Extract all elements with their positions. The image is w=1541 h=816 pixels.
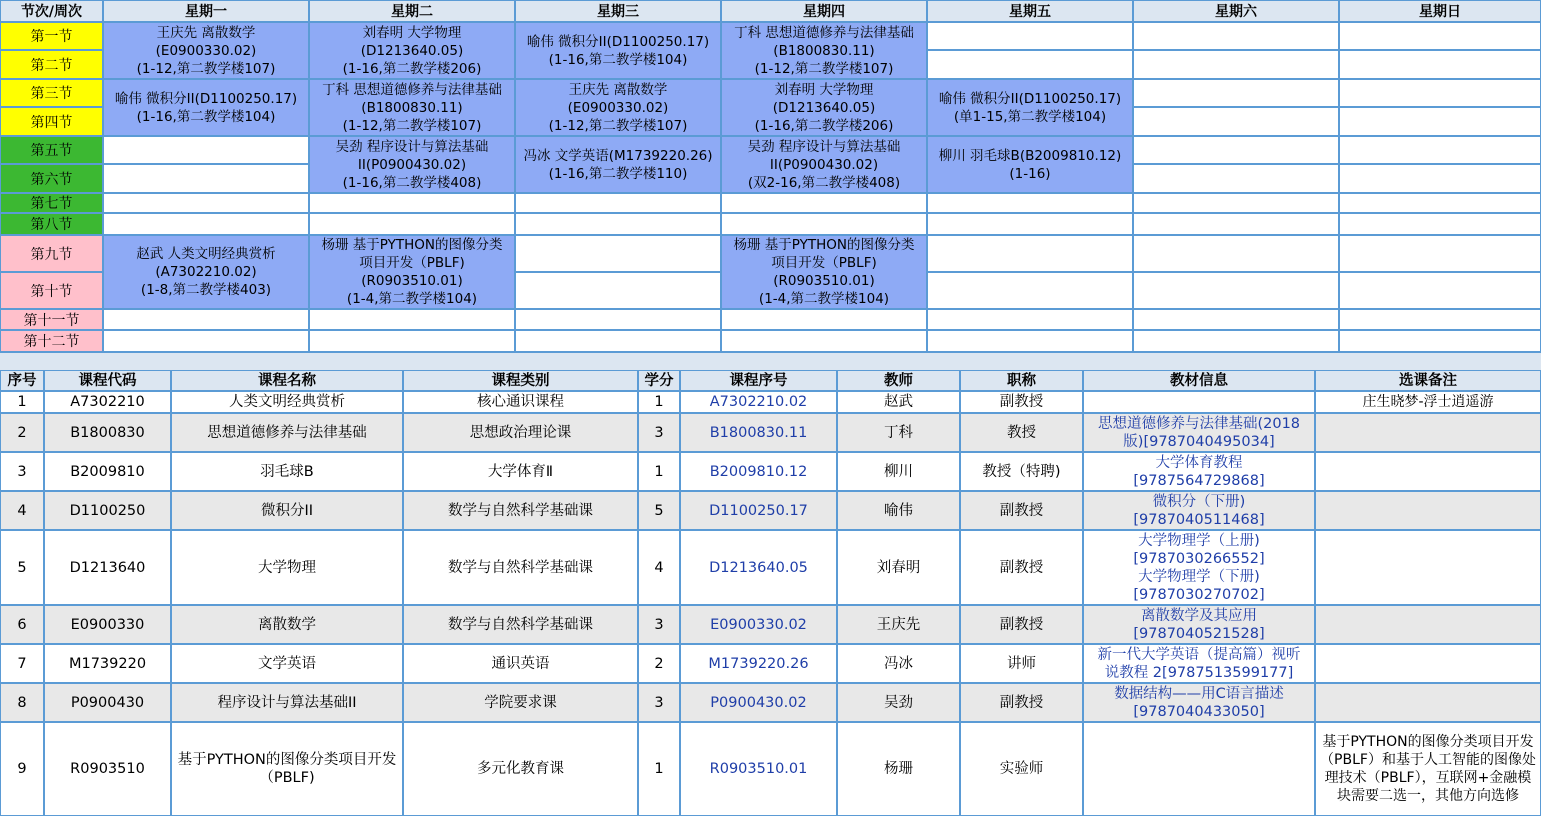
cell-category: 大学体育Ⅱ [403,452,638,491]
course-block-line: (1-16,第二教学楼206) [342,60,482,77]
empty-slot [1339,107,1541,136]
cell-teacher: 王庆先 [837,605,960,644]
cell-teacher: 赵武 [837,391,960,413]
course-block[interactable] [103,22,309,79]
course-block-line: 杨珊 基于PYTHON的图像分类 [733,237,915,253]
empty-slot [927,309,1133,330]
course-block-line: (1-4,第二教学楼104) [346,291,478,307]
cell-category: 多元化教育课 [403,722,638,816]
textbook-cell [1083,605,1315,644]
course-block-line: 冯冰 文学英语(M1739220.26) [523,147,713,164]
cell-credit: 3 [638,683,680,722]
cell-name: 羽毛球B [171,452,403,491]
period-label: 第八节 [0,213,103,235]
cell-code: A7302210 [44,391,171,413]
course-block-line: (1-16,第二教学楼104) [548,51,688,68]
empty-slot [1339,235,1541,272]
course-block[interactable] [309,79,515,136]
course-block[interactable] [721,79,927,136]
textbook-line[interactable]: [9787030266552] [1133,550,1265,567]
cell-category: 思想政治理论课 [403,413,638,452]
cell-name: 基于PYTHON的图像分类项目开发（PBLF) [171,722,403,816]
cell-title: 副教授 [960,683,1083,722]
course-block[interactable] [515,79,721,136]
cell-code: P0900430 [44,683,171,722]
textbook-line[interactable]: 离散数学及其应用 [1141,607,1257,624]
course-block-line: (1-12,第二教学楼107) [342,117,482,134]
empty-slot [1133,79,1339,107]
cell-teacher: 喻伟 [837,491,960,530]
textbook-line[interactable]: [9787030270702] [1133,586,1265,603]
course-block-line: (E0900330.02) [155,42,257,59]
course-block-line: (R0903510.01) [773,273,875,289]
empty-slot [1133,50,1339,79]
textbook-line[interactable]: 微积分（下册) [1152,493,1246,510]
empty-slot [515,309,721,330]
empty-slot [927,213,1133,235]
empty-slot [1133,193,1339,213]
course-block-line: (B1800830.11) [773,42,875,59]
day-header: 星期五 [927,0,1133,22]
course-block-line: 项目开发（PBLF) [771,255,877,271]
cell-seq[interactable]: E0900330.02 [680,605,837,644]
cell-name: 文学英语 [171,644,403,683]
empty-slot [1339,136,1541,164]
cell-no: 9 [0,722,44,816]
cell-seq[interactable]: M1739220.26 [680,644,837,683]
empty-slot [927,330,1133,352]
column-header: 选课备注 [1315,370,1541,391]
empty-slot [927,50,1133,79]
cell-teacher: 刘春明 [837,530,960,605]
textbook-cell [1083,391,1315,413]
empty-slot [515,272,721,309]
day-header: 星期六 [1133,0,1339,22]
textbook-line[interactable]: [9787040521528] [1133,625,1265,642]
period-label: 第六节 [0,164,103,193]
period-label: 第十二节 [0,330,103,352]
cell-category: 数学与自然科学基础课 [403,605,638,644]
column-header: 课程名称 [171,370,403,391]
course-block[interactable] [721,235,927,309]
course-block-line: 喻伟 微积分II(D1100250.17) [938,90,1122,107]
cell-teacher: 柳川 [837,452,960,491]
textbook-cell [1083,413,1315,452]
empty-slot [515,193,721,213]
empty-slot [1339,22,1541,50]
course-block-line: 丁科 思想道德修养与法律基础 [734,24,914,41]
textbook-line[interactable]: 思想道德修养与法律基础(2018 [1097,415,1301,432]
empty-slot [515,213,721,235]
textbook-line[interactable]: [9787040511468] [1133,511,1265,528]
textbook-cell [1083,683,1315,722]
course-block-line: (R0903510.01) [361,273,463,289]
empty-slot [721,213,927,235]
cell-credit: 3 [638,605,680,644]
course-block-line: 赵武 人类文明经典赏析 [136,246,276,262]
period-label: 第十一节 [0,309,103,330]
course-block-line: 刘春明 大学物理 [362,24,462,41]
course-block[interactable] [515,22,721,79]
cell-code: M1739220 [44,644,171,683]
cell-credit: 1 [638,722,680,816]
course-block-line: 杨珊 基于PYTHON的图像分类 [321,237,503,253]
empty-slot [1133,309,1339,330]
empty-slot [1339,193,1541,213]
column-header: 教材信息 [1083,370,1315,391]
empty-slot [1339,164,1541,193]
course-block-line: 刘春明 大学物理 [774,81,874,98]
period-label: 第五节 [0,136,103,164]
cell-seq[interactable]: B1800830.11 [680,413,837,452]
period-label: 第十节 [0,272,103,309]
empty-slot [927,235,1133,272]
textbook-cell [1083,530,1315,605]
cell-title: 副教授 [960,391,1083,413]
course-block[interactable] [927,79,1133,136]
course-block[interactable] [515,136,721,193]
cell-note [1315,491,1541,530]
textbook-line[interactable]: 大学体育教程 [1155,454,1243,471]
day-header: 星期一 [103,0,309,22]
cell-name: 思想道德修养与法律基础 [171,413,403,452]
cell-no: 4 [0,491,44,530]
textbook-line[interactable]: 大学物理学（下册) [1138,568,1260,585]
course-block-line: II(P0900430.02) [769,156,879,173]
column-header: 教师 [837,370,960,391]
course-block[interactable] [309,136,515,193]
cell-category: 通识英语 [403,644,638,683]
period-label: 第四节 [0,107,103,136]
cell-category: 核心通识课程 [403,391,638,413]
period-label: 第二节 [0,50,103,79]
textbook-cell [1083,722,1315,816]
course-block-line: 王庆先 离散数学 [568,81,668,98]
course-block-line: 项目开发（PBLF) [359,255,465,271]
cell-category: 学院要求课 [403,683,638,722]
textbook-line[interactable]: 版)[9787040495034] [1123,433,1275,450]
textbook-line[interactable]: 大学物理学（上册) [1138,532,1260,549]
cell-code: D1213640 [44,530,171,605]
course-block-line: (D1213640.05) [360,42,464,59]
cell-title: 副教授 [960,491,1083,530]
cell-seq[interactable]: B2009810.12 [680,452,837,491]
cell-credit: 1 [638,391,680,413]
course-block[interactable] [103,79,309,136]
cell-seq[interactable]: A7302210.02 [680,391,837,413]
empty-slot [309,330,515,352]
course-block-line: (双2-16,第二教学楼408) [747,174,901,191]
cell-note [1315,683,1541,722]
empty-slot [103,193,309,213]
course-block[interactable] [721,22,927,79]
course-block-line: (D1213640.05) [772,99,876,116]
cell-note [1315,530,1541,605]
empty-slot [1339,272,1541,309]
empty-slot [1133,136,1339,164]
cell-code: D1100250 [44,491,171,530]
empty-slot [927,272,1133,309]
textbook-line[interactable]: [9787040433050] [1133,703,1265,720]
empty-slot [309,213,515,235]
day-header: 星期三 [515,0,721,22]
empty-slot [103,164,309,193]
empty-slot [515,235,721,272]
period-label: 第七节 [0,193,103,213]
cell-seq[interactable]: D1100250.17 [680,491,837,530]
textbook-line[interactable]: [9787564729868] [1133,472,1265,489]
cell-no: 8 [0,683,44,722]
course-block[interactable] [103,235,309,309]
cell-credit: 2 [638,644,680,683]
empty-slot [1133,22,1339,50]
cell-teacher: 吴劲 [837,683,960,722]
column-header: 课程类别 [403,370,638,391]
day-header: 星期四 [721,0,927,22]
cell-no: 1 [0,391,44,413]
cell-teacher: 杨珊 [837,722,960,816]
course-block-line: (1-12,第二教学楼107) [136,60,276,77]
cell-title: 实验师 [960,722,1083,816]
empty-slot [1133,164,1339,193]
cell-seq[interactable]: R0903510.01 [680,722,837,816]
empty-slot [927,193,1133,213]
period-label: 第九节 [0,235,103,272]
empty-slot [721,193,927,213]
textbook-cell [1083,491,1315,530]
cell-no: 5 [0,530,44,605]
cell-category: 数学与自然科学基础课 [403,491,638,530]
column-header: 职称 [960,370,1083,391]
course-block-line: (1-16,第二教学楼206) [754,117,894,134]
column-header: 学分 [638,370,680,391]
cell-teacher: 冯冰 [837,644,960,683]
course-block-line: (1-12,第二教学楼107) [548,117,688,134]
period-label: 第一节 [0,22,103,50]
cell-no: 7 [0,644,44,683]
cell-name: 大学物理 [171,530,403,605]
empty-slot [1339,309,1541,330]
course-block-line: (1-4,第二教学楼104) [758,291,890,307]
cell-title: 副教授 [960,530,1083,605]
empty-slot [721,330,927,352]
textbook-line[interactable]: 说教程 2[9787513599177] [1104,664,1294,681]
empty-slot [1133,107,1339,136]
empty-slot [1133,330,1339,352]
cell-category: 数学与自然科学基础课 [403,530,638,605]
textbook-cell [1083,644,1315,683]
empty-slot [515,330,721,352]
column-header: 课程序号 [680,370,837,391]
course-block-line: 吴劲 程序设计与算法基础 [335,138,489,155]
empty-slot [1339,330,1541,352]
course-block-line: 柳川 羽毛球B(B2009810.12) [938,147,1122,164]
empty-slot [103,309,309,330]
course-block-line: (A7302210.02) [155,264,257,280]
period-label: 第三节 [0,79,103,107]
cell-name: 程序设计与算法基础II [171,683,403,722]
empty-slot [309,309,515,330]
day-header: 星期日 [1339,0,1541,22]
corner-header: 节次/周次 [0,0,103,22]
cell-title: 教授 [960,413,1083,452]
cell-credit: 3 [638,413,680,452]
course-block-line: (1-16,第二教学楼104) [136,108,276,125]
cell-code: B2009810 [44,452,171,491]
cell-name: 微积分II [171,491,403,530]
cell-credit: 4 [638,530,680,605]
course-block[interactable] [721,136,927,193]
cell-title: 副教授 [960,605,1083,644]
cell-seq[interactable]: P0900430.02 [680,683,837,722]
textbook-line[interactable]: 数据结构——用C语言描述 [1114,685,1284,702]
empty-slot [103,136,309,164]
cell-title: 教授（特聘) [960,452,1083,491]
cell-no: 6 [0,605,44,644]
cell-code: B1800830 [44,413,171,452]
course-block-line: (1-8,第二教学楼403) [140,282,272,298]
cell-note [1315,605,1541,644]
empty-slot [103,213,309,235]
empty-slot [1339,79,1541,107]
empty-slot [1133,235,1339,272]
empty-slot [103,330,309,352]
cell-credit: 1 [638,452,680,491]
course-block-line: (单1-15,第二教学楼104) [953,108,1107,125]
course-block-line: 王庆先 离散数学 [156,24,256,41]
cell-teacher: 丁科 [837,413,960,452]
course-block-line: (1-12,第二教学楼107) [754,60,894,77]
course-block-line: (1-16,第二教学楼408) [342,174,482,191]
empty-slot [721,309,927,330]
column-header: 课程代码 [44,370,171,391]
course-block[interactable] [309,235,515,309]
empty-slot [1339,213,1541,235]
textbook-line[interactable]: 新一代大学英语（提高篇）视听 [1097,646,1301,663]
course-block-line: 喻伟 微积分II(D1100250.17) [526,33,710,50]
cell-title: 讲师 [960,644,1083,683]
column-header: 序号 [0,370,44,391]
course-block-line: 喻伟 微积分II(D1100250.17) [114,90,298,107]
course-block-line: (1-16,第二教学楼110) [548,165,688,182]
cell-no: 2 [0,413,44,452]
course-block-line: 丁科 思想道德修养与法律基础 [322,81,502,98]
cell-note [1315,644,1541,683]
cell-name: 离散数学 [171,605,403,644]
cell-name: 人类文明经典赏析 [171,391,403,413]
cell-note: 基于PYTHON的图像分类项目开发（PBLF）和基于人工智能的图像处理技术（PBLF），互联网+金融模块需要二选一，其他方向选修 [1315,722,1541,816]
empty-slot [927,22,1133,50]
cell-no: 3 [0,452,44,491]
cell-note [1315,452,1541,491]
course-block[interactable] [309,22,515,79]
course-block-line: 吴劲 程序设计与算法基础 [747,138,901,155]
empty-slot [1339,50,1541,79]
course-block-line: (1-16) [1009,165,1051,182]
day-header: 星期二 [309,0,515,22]
empty-slot [309,193,515,213]
cell-seq[interactable]: D1213640.05 [680,530,837,605]
textbook-cell [1083,452,1315,491]
course-block-line: (B1800830.11) [361,99,463,116]
cell-note [1315,413,1541,452]
empty-slot [1133,213,1339,235]
cell-note: 庄生晓梦-浮士逍遥游 [1315,391,1541,413]
cell-code: R0903510 [44,722,171,816]
empty-slot [1133,272,1339,309]
course-block[interactable] [927,136,1133,193]
cell-code: E0900330 [44,605,171,644]
course-block-line: II(P0900430.02) [357,156,467,173]
cell-credit: 5 [638,491,680,530]
course-block-line: (E0900330.02) [567,99,669,116]
table-separator [0,352,1541,370]
